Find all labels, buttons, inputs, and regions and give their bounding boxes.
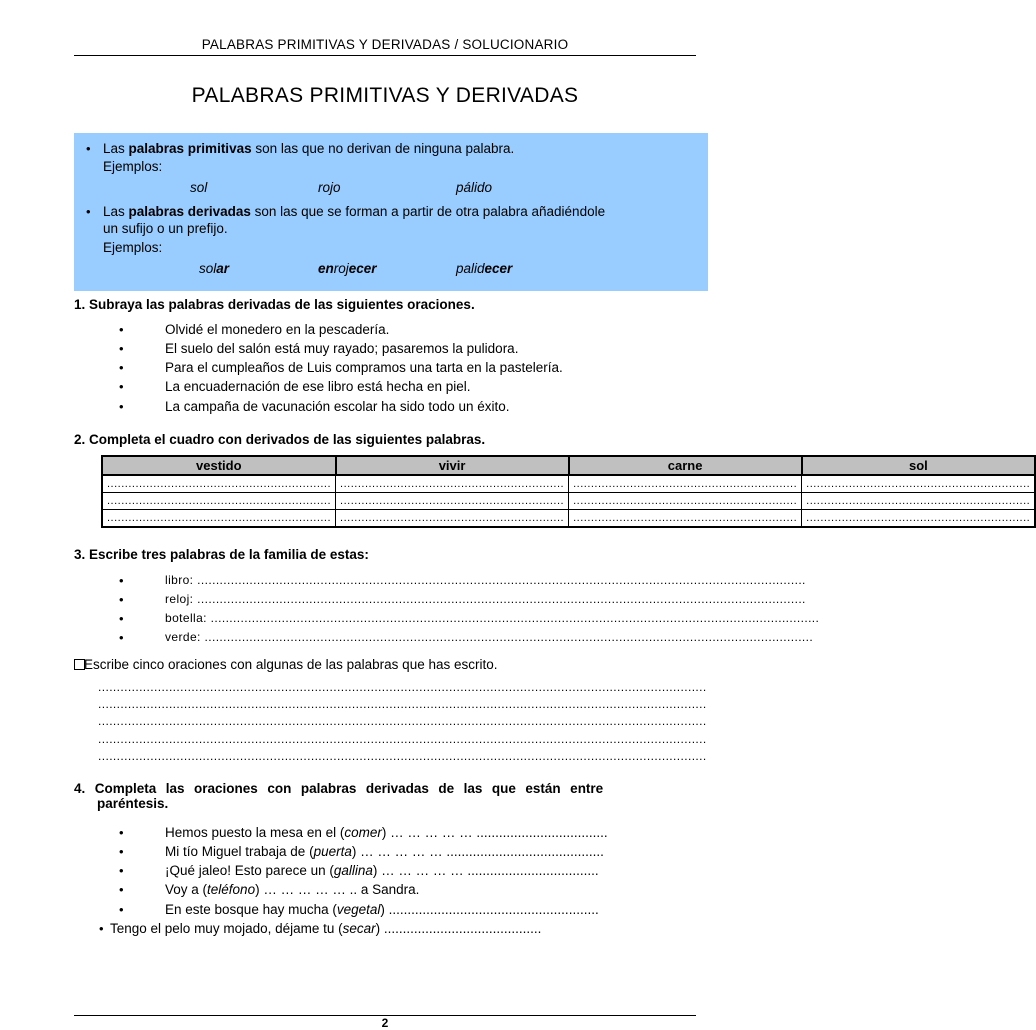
blank-cell[interactable]: ...............................................................	[102, 475, 336, 493]
bullet-icon: •	[119, 322, 124, 337]
table-row	[102, 475, 1035, 493]
question-2-heading: 2. Completa el cuadro con derivados de las siguientes palabras.	[74, 432, 486, 447]
sentence-item: ¡Qué jaleo! Esto parece un (gallina) … … … … … ...................................	[165, 863, 599, 878]
blank-cell[interactable]: ...............................................................	[569, 493, 802, 510]
question-4-heading-line2: paréntesis.	[97, 796, 169, 811]
bullet-icon: •	[119, 902, 124, 917]
writing-line[interactable]: ...................................................................................................................................................................	[98, 680, 707, 694]
family-item[interactable]: libro: ...................................................................................................................................................................	[165, 573, 806, 587]
header-rule	[74, 55, 696, 56]
bullet-icon: •	[99, 921, 104, 936]
blank-cell[interactable]: ...............................................................	[336, 493, 569, 510]
bullet-icon: •	[119, 341, 124, 356]
blank-cell[interactable]: ...............................................................	[336, 475, 569, 493]
bullet-icon: •	[119, 844, 124, 859]
derived-example: palidecer	[456, 261, 513, 276]
family-item[interactable]: reloj: ...................................................................................................................................................................	[165, 592, 806, 606]
sentence-item: En este bosque hay mucha (vegetal) ........................................................	[165, 902, 599, 917]
bullet-icon: •	[119, 399, 124, 414]
running-header: PALABRAS PRIMITIVAS Y DERIVADAS / SOLUCIONARIO	[201, 37, 569, 52]
bullet-icon: •	[119, 379, 124, 394]
column-header: sol	[802, 456, 1036, 475]
bullet-icon: •	[86, 141, 91, 156]
blank-cell[interactable]: ...............................................................	[569, 510, 802, 528]
page-number: 2	[381, 1016, 389, 1030]
bullet-icon: •	[119, 360, 124, 375]
list-item: Olvidé el monedero en la pescadería.	[165, 322, 390, 337]
list-item: Para el cumpleaños de Luis compramos una tarta en la pastelería.	[165, 360, 563, 375]
bullet-icon: •	[119, 882, 124, 897]
derived-definition-line2: un sufijo o un prefijo.	[103, 221, 228, 236]
table-header-row	[102, 456, 1035, 475]
question-3-heading: 3. Escribe tres palabras de la familia de estas:	[74, 547, 369, 562]
sentence-item: Tengo el pelo muy mojado, déjame tu (secar) ..........................................	[110, 921, 542, 936]
sentence-item: Mi tío Miguel trabaja de (puerta) … … … … … ..........................................	[165, 844, 604, 859]
table-row	[102, 493, 1035, 510]
primitive-examples-label: Ejemplos:	[103, 159, 163, 174]
primitive-definition: Las palabras primitivas son las que no derivan de ninguna palabra.	[103, 141, 515, 156]
blank-cell[interactable]: ...............................................................	[102, 493, 336, 510]
primitive-example: sol	[190, 180, 208, 195]
bullet-icon: •	[119, 863, 124, 878]
page-title: PALABRAS PRIMITIVAS Y DERIVADAS	[191, 84, 579, 107]
derived-example: enrojecer	[318, 261, 377, 276]
family-item[interactable]: botella: ...................................................................................................................................................................	[165, 611, 820, 625]
table-row	[102, 510, 1035, 528]
writing-line[interactable]: ...................................................................................................................................................................	[98, 749, 707, 763]
primitive-example: pálido	[456, 180, 493, 195]
worksheet-page	[74, 0, 1031, 1030]
list-item: El suelo del salón está muy rayado; pasaremos la pulidora.	[165, 341, 519, 356]
blank-cell[interactable]: ...............................................................	[336, 510, 569, 528]
theory-box	[74, 133, 708, 291]
family-item[interactable]: verde: ...................................................................................................................................................................	[165, 630, 814, 644]
extra-instruction: Escribe cinco oraciones con algunas de las palabras que has escrito.	[84, 657, 498, 672]
question-4-heading-line1: 4. Completa las oraciones con palabras derivadas de las que están entre	[74, 781, 604, 796]
writing-line[interactable]: ...................................................................................................................................................................	[98, 697, 707, 711]
blank-cell[interactable]: ...............................................................	[802, 493, 1036, 510]
column-header: vestido	[102, 456, 336, 475]
column-header: vivir	[336, 456, 569, 475]
primitive-example: rojo	[318, 180, 341, 195]
bullet-icon: •	[119, 825, 124, 840]
bullet-icon: •	[119, 630, 124, 645]
bullet-icon: •	[119, 573, 124, 588]
bullet-icon: •	[86, 204, 91, 219]
list-item: La encuadernación de ese libro está hecha en piel.	[165, 379, 471, 394]
list-item: La campaña de vacunación escolar ha sido todo un éxito.	[165, 399, 510, 414]
blank-cell[interactable]: ...............................................................	[802, 510, 1036, 528]
bullet-icon: •	[119, 592, 124, 607]
writing-line[interactable]: ...................................................................................................................................................................	[98, 732, 707, 746]
blank-cell[interactable]: ...............................................................	[102, 510, 336, 528]
question-1-heading: 1. Subraya las palabras derivadas de las siguientes oraciones.	[74, 297, 475, 312]
derived-example: solar	[199, 261, 230, 276]
blank-cell[interactable]: ...............................................................	[802, 475, 1036, 493]
writing-line[interactable]: ...................................................................................................................................................................	[98, 714, 707, 728]
question-4-heading	[74, 781, 696, 811]
column-header: carne	[569, 456, 802, 475]
bullet-icon: •	[119, 611, 124, 626]
derived-examples-label: Ejemplos:	[103, 240, 163, 255]
sentence-item: Voy a (teléfono) … … … … … .. a Sandra.	[165, 882, 420, 897]
sentence-item: Hemos puesto la mesa en el (comer) … … … … … ...................................	[165, 825, 608, 840]
derived-definition: Las palabras derivadas son las que se forman a partir de otra palabra añadiéndole	[103, 204, 606, 219]
blank-cell[interactable]: ...............................................................	[569, 475, 802, 493]
derivatives-table	[101, 455, 1036, 528]
